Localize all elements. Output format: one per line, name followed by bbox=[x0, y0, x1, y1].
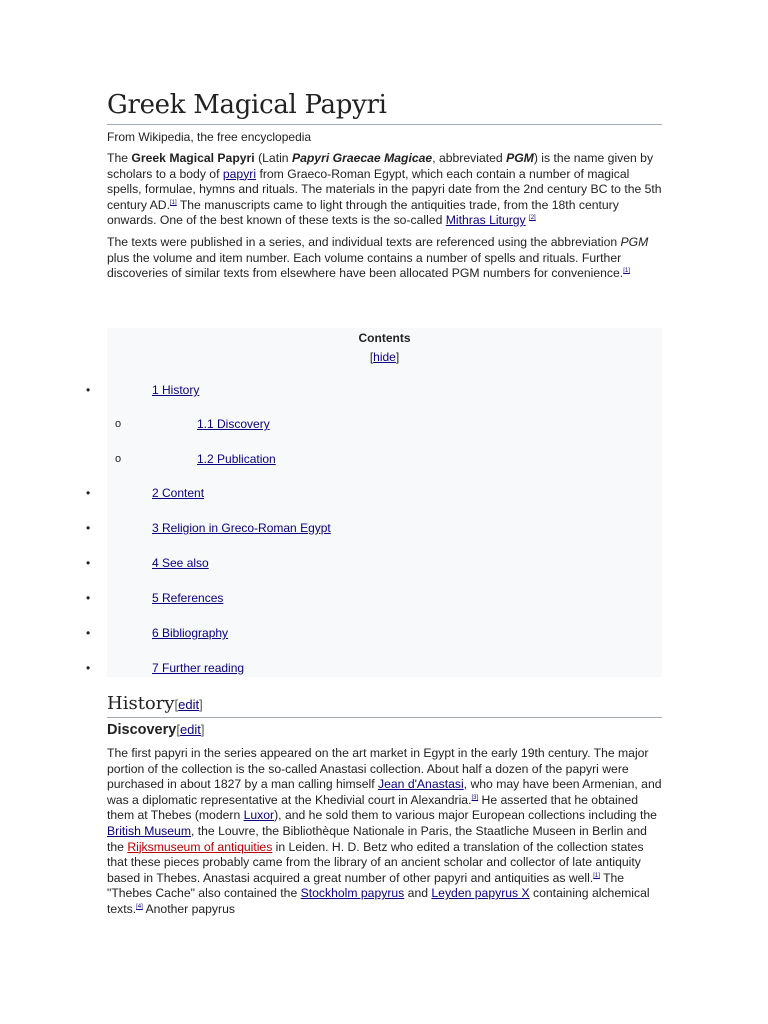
toc-item-references[interactable]: 5 References bbox=[152, 591, 224, 605]
tagline: From Wikipedia, the free encyclopedia bbox=[107, 130, 312, 144]
toc-item-discovery[interactable]: 1.1 Discovery bbox=[197, 417, 270, 431]
toc-hide-link[interactable]: hide bbox=[373, 350, 396, 364]
section-history bbox=[107, 692, 662, 718]
edit-section bbox=[176, 722, 204, 737]
toc-item-religion[interactable]: 3 Religion in Greco-Roman Egypt bbox=[152, 521, 331, 535]
heading-text: Discovery bbox=[107, 722, 177, 738]
toc-item-bibliography[interactable]: 6 Bibliography bbox=[152, 626, 229, 640]
text: The texts were published in a series, and individual texts are referenced using the abbreviation bbox=[107, 234, 621, 249]
link-stockholm-papyrus[interactable]: Stockholm papyrus bbox=[300, 886, 405, 901]
text: The bbox=[107, 151, 132, 165]
page-title: Greek Magical Papyri bbox=[107, 88, 662, 125]
section-discovery bbox=[107, 720, 662, 918]
bold-italic-term: Papyri Graecae Magicae bbox=[291, 151, 433, 165]
bullet-disc: • bbox=[86, 383, 91, 397]
toc-item-history[interactable]: 1 History bbox=[152, 383, 200, 397]
text: (Latin bbox=[254, 151, 292, 165]
bold-term: Greek Magical Papyri bbox=[131, 151, 255, 165]
text: The "Thebes Cache" also contained the bbox=[107, 870, 625, 901]
reference-link[interactable]: [4] bbox=[136, 903, 143, 910]
text: ), and he sold them to various major European collections including the bbox=[274, 808, 657, 823]
bullet-disc: • bbox=[86, 661, 91, 675]
edit-link[interactable]: edit bbox=[178, 697, 200, 712]
bullet-disc: • bbox=[86, 486, 91, 500]
text: , abbreviated bbox=[432, 151, 507, 165]
edit-link[interactable]: edit bbox=[179, 722, 201, 737]
toc-toggle bbox=[107, 349, 662, 365]
text: and bbox=[404, 886, 432, 901]
bold-italic-abbrev: PGM bbox=[506, 151, 534, 165]
edit-section bbox=[175, 697, 203, 712]
reference-link[interactable]: [1] bbox=[593, 872, 600, 879]
bullet-circle: o bbox=[115, 453, 122, 465]
text: The first papyri in the series appeared on the art market in Egypt in the early 19th century. The major portion of the collection is the so-called Anastasi collection. About half a dozen of the papyri were purchased in about 1827 by a man calling himself bbox=[107, 746, 649, 792]
bullet-disc: • bbox=[86, 556, 91, 570]
reference-link[interactable]: [3] bbox=[471, 794, 479, 801]
article-header bbox=[107, 88, 662, 282]
text: in Leiden. H. D. Betz who edited a translation of the collection states that these pieces probably came from the library of an ancient scholar and collector of late antiquity based in Thebes. Anastasi acquired a great number of other papyri and antiquities as well. bbox=[107, 839, 644, 885]
toc-item-further-reading[interactable]: 7 Further reading bbox=[152, 661, 245, 675]
intro-paragraph-2 bbox=[107, 235, 662, 282]
bracket: [ bbox=[174, 697, 179, 712]
link-luxor[interactable]: Luxor bbox=[243, 808, 275, 823]
text: from Graeco-Roman Egypt, which each contain a number of magical spells, formulae, hymns and rituals. The materials in the papyri date from the 2nd century BC to the 5th century AD. bbox=[107, 166, 662, 212]
bullet-disc: • bbox=[86, 521, 91, 535]
link-mithras-liturgy[interactable]: Mithras Liturgy bbox=[445, 213, 526, 228]
link-papyri[interactable]: papyri bbox=[222, 166, 257, 181]
reference-link[interactable]: [2] bbox=[529, 215, 536, 222]
text: The manuscripts came to light through the antiquities trade, from the 18th century onwards. One of the best known of these texts is the so-called bbox=[107, 197, 619, 228]
text: ) is the name given by scholars to a body of bbox=[107, 151, 654, 181]
toc-item-see-also[interactable]: 4 See also bbox=[152, 556, 209, 570]
bracket: [ bbox=[176, 722, 180, 737]
bullet-disc: • bbox=[86, 626, 91, 640]
text: He asserted that he obtained them at Thebes (modern bbox=[107, 792, 639, 823]
intro-paragraph-1 bbox=[107, 151, 662, 229]
text: Another papyrus bbox=[142, 901, 235, 916]
reference-link[interactable]: [1] bbox=[623, 268, 630, 275]
section-heading-history bbox=[107, 692, 662, 718]
text: , the Louvre, the Bibliothèque Nationale in Paris, the Staatliche Museen in Berlin and the bbox=[107, 823, 647, 854]
reference-link[interactable]: [1] bbox=[170, 199, 177, 206]
link-leyden-papyrus-x[interactable]: Leyden papyrus X bbox=[431, 886, 530, 901]
bracket: [ bbox=[369, 350, 374, 364]
toc-item-content[interactable]: 2 Content bbox=[152, 486, 205, 500]
heading-text: History bbox=[107, 693, 175, 714]
text: containing alchemical texts. bbox=[107, 886, 650, 916]
bracket: ] bbox=[200, 722, 205, 737]
section-heading-discovery bbox=[107, 720, 662, 740]
bullet-disc: • bbox=[86, 591, 91, 605]
link-british-museum[interactable]: British Museum bbox=[107, 823, 191, 838]
discovery-paragraph bbox=[107, 746, 662, 918]
link-rijksmuseum[interactable]: Rijksmuseum of antiquities bbox=[127, 839, 273, 854]
bracket: ] bbox=[199, 697, 203, 712]
italic-abbrev: PGM bbox=[620, 234, 649, 249]
text: plus the volume and item number. Each volume contains a number of spells and rituals. Further discoveries of similar texts from elsewhere have been allocated PGM numbers for convenience. bbox=[107, 250, 624, 281]
toc-item-publication[interactable]: 1.2 Publication bbox=[197, 452, 276, 466]
link-jean-danastasi[interactable]: Jean d'Anastasi bbox=[378, 777, 464, 792]
bullet-circle: o bbox=[115, 418, 122, 430]
bracket: ] bbox=[395, 350, 400, 364]
toc-title: Contents bbox=[358, 331, 411, 345]
text: , who may have been Armenian, and was a diplomatic representative at the Khedivial court in Alexandria. bbox=[107, 777, 662, 807]
